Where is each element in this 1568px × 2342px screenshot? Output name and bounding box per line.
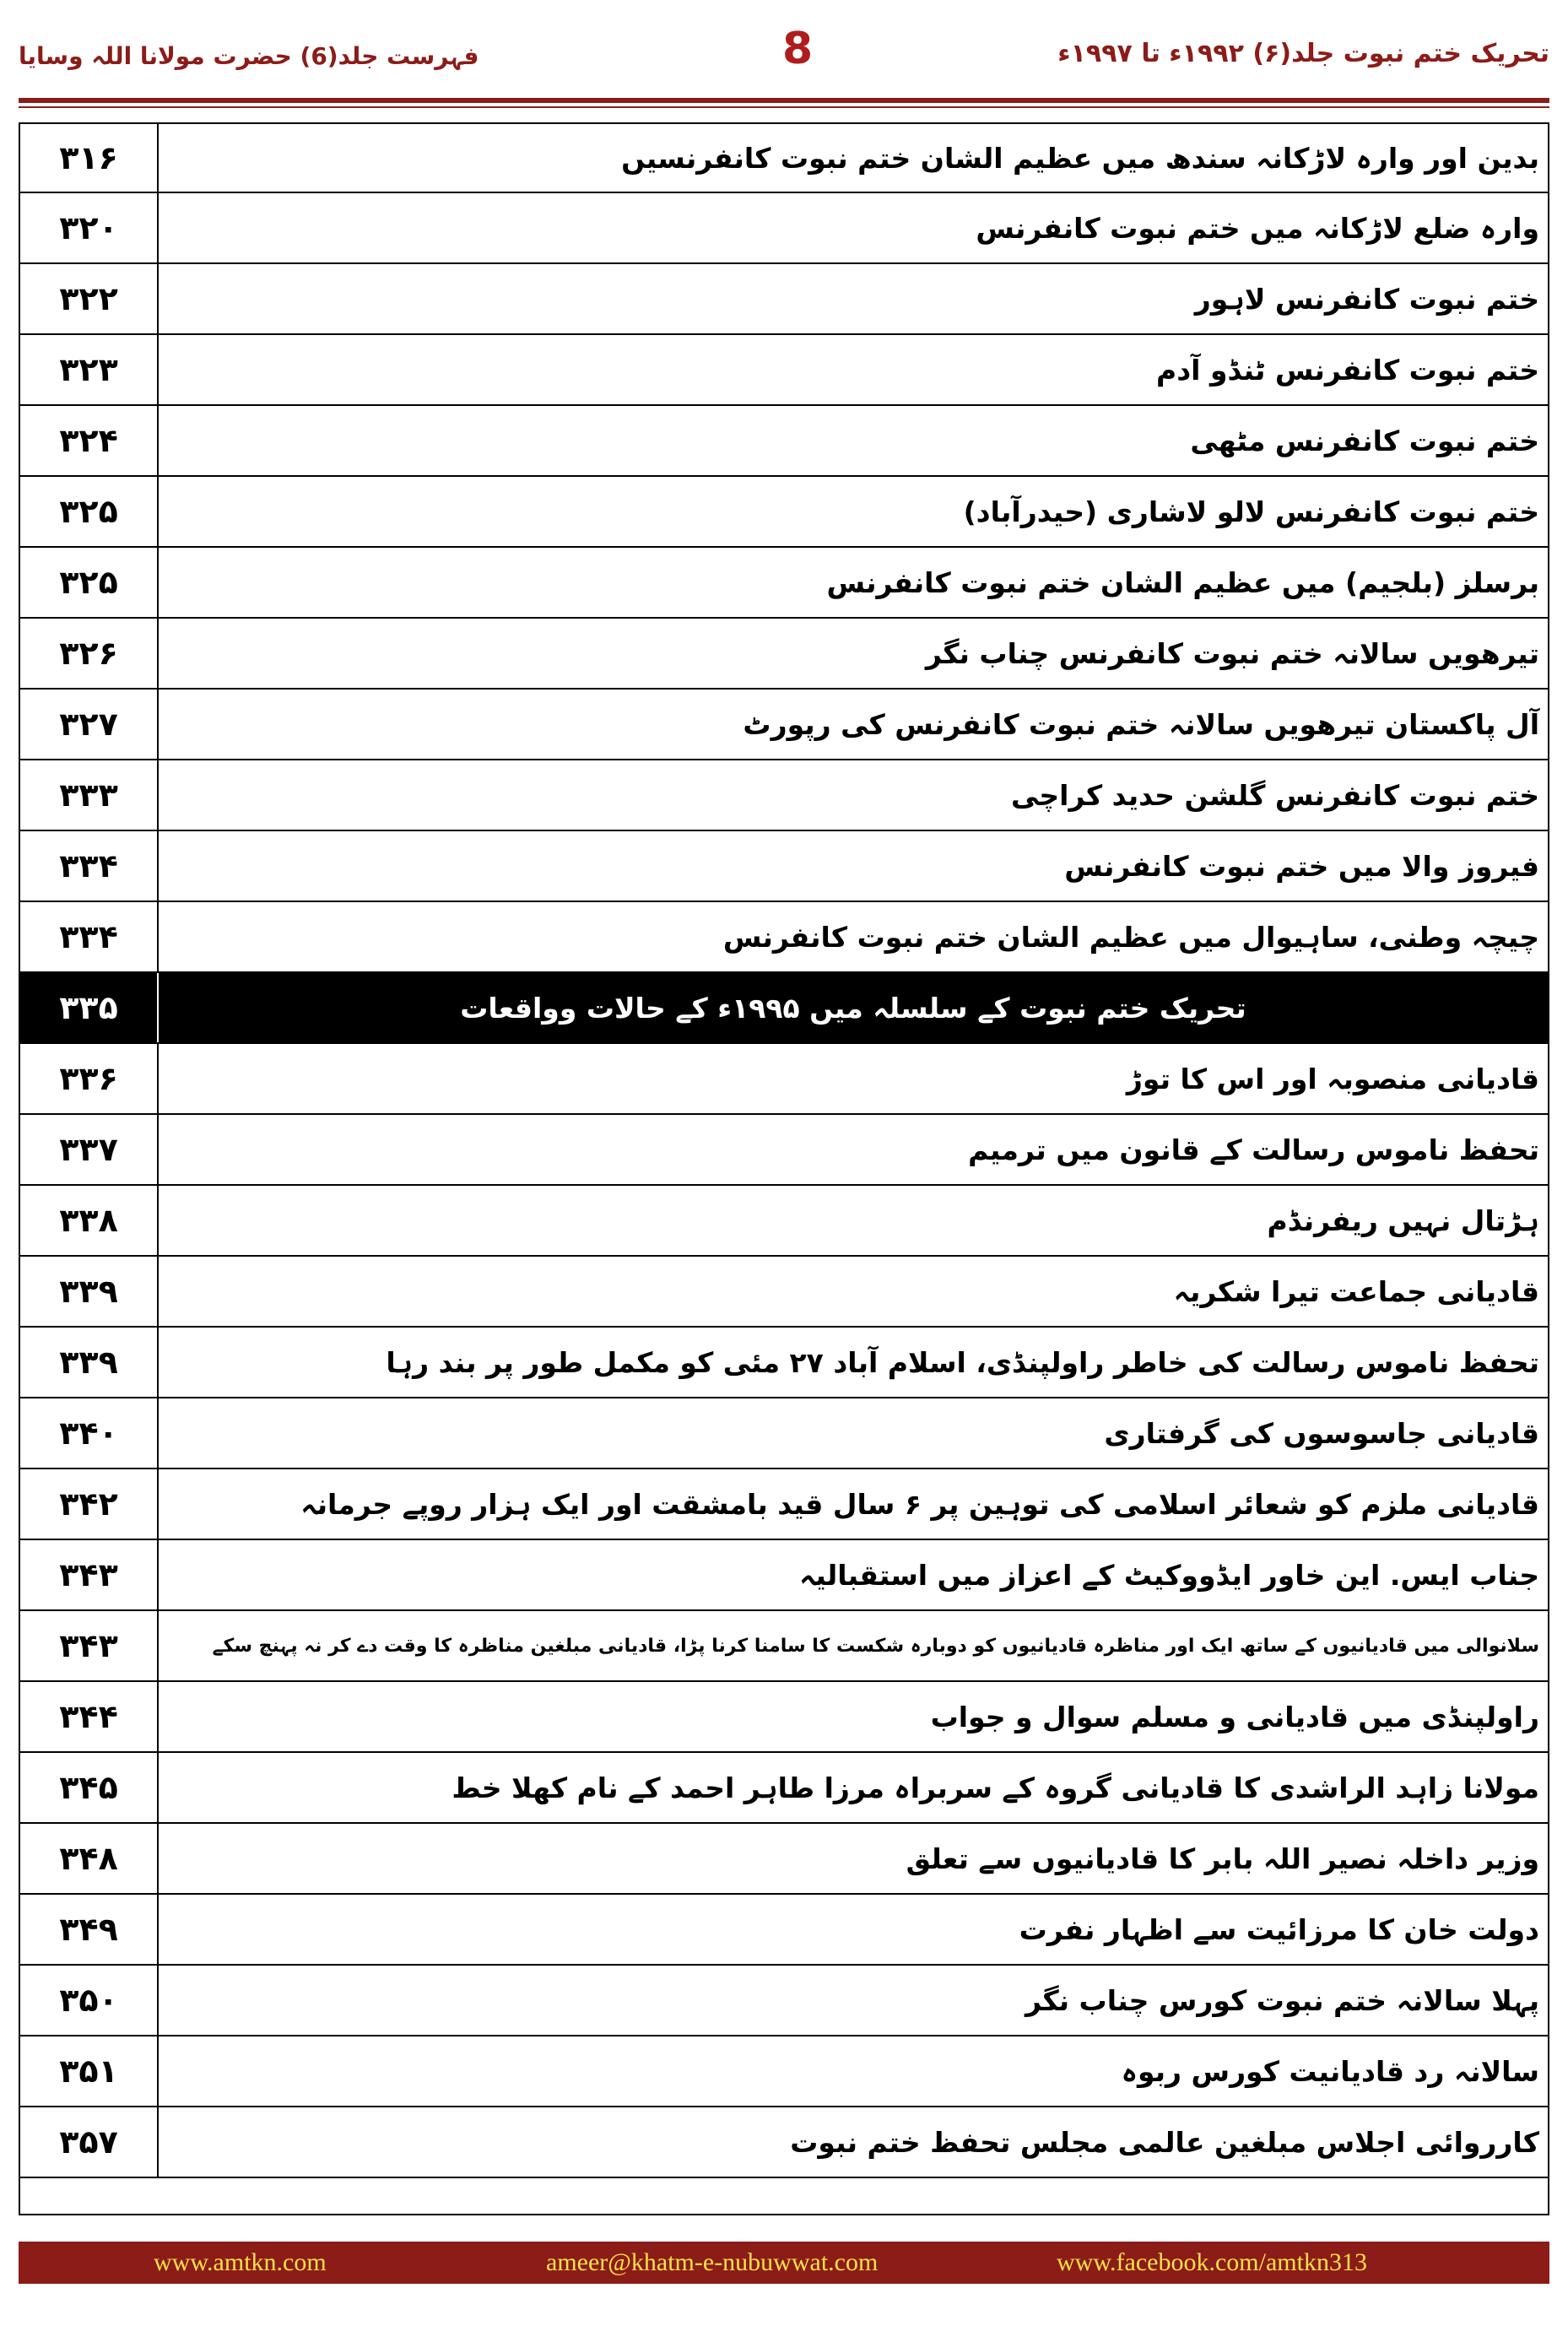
entry-title: قادیانی منصوبہ اور اس کا توڑ	[1126, 1062, 1539, 1095]
page-ref: ۳۳۴	[20, 902, 159, 971]
entry-title: بدین اور وارہ لاڑکانہ سندھ میں عظیم الشان ختم نبوت کانفرنسیں	[621, 141, 1539, 175]
toc-row	[20, 1611, 1548, 1682]
header-rule-thin	[19, 106, 1549, 108]
toc-row	[20, 831, 1548, 902]
page-ref: ۳۲۷	[20, 690, 159, 759]
page-ref: ۳۲۵	[20, 548, 159, 617]
entry-title: ختم نبوت کانفرنس گلشن حدید کراچی	[1010, 778, 1539, 812]
toc-row	[20, 264, 1548, 335]
entry-title: برسلز (بلجیم) میں عظیم الشان ختم نبوت کانفرنس	[826, 565, 1539, 599]
toc-row	[20, 1540, 1548, 1611]
entry-title: دولت خان کا مرزائیت سے اظہار نفرت	[1019, 1912, 1539, 1946]
page-ref: ۳۴۳	[20, 1611, 159, 1680]
page-ref: ۳۲۴	[20, 406, 159, 475]
page-ref: ۳۴۲	[20, 1469, 159, 1539]
entry-title: ختم نبوت کانفرنس لالو لاشاری (حیدرآباد)	[963, 495, 1539, 528]
page-ref: ۳۴۳	[20, 1540, 159, 1609]
entry-title: تحفظ ناموس رسالت کے قانون میں ترمیم	[968, 1133, 1539, 1166]
entry-title: قادیانی جاسوسوں کی گرفتاری	[1104, 1416, 1539, 1450]
header-rule-thick	[19, 98, 1549, 103]
toc-row	[20, 2107, 1548, 2178]
toc-row	[20, 1469, 1548, 1540]
page-ref: ۳۴۹	[20, 1895, 159, 1964]
entry-title: قادیانی ملزم کو شعائر اسلامی کی توہین پر ۶ سال قید بامشقت اور ایک ہزار روپے جرمانہ	[300, 1487, 1539, 1521]
page-ref: ۳۴۰	[20, 1398, 159, 1468]
toc-row	[20, 1398, 1548, 1469]
toc-row	[20, 548, 1548, 619]
page-ref: ۳۴۴	[20, 1682, 159, 1751]
entry-title: سلانوالی میں قادیانیوں کے ساتھ ایک اور مناظرہ قادیانیوں کو دوبارہ شکست کا سامنا کرنا پڑا، قادیانی مبلغین مناظرہ کا وقت دے کر نہ پہنچ سکے	[212, 1635, 1539, 1657]
page-footer	[19, 2242, 1549, 2284]
website-link[interactable]: www.amtkn.com	[154, 2248, 327, 2276]
book-title: تحریک ختم نبوت جلد(۶) ۱۹۹۲ء تا ۱۹۹۷ء	[1057, 39, 1549, 68]
toc-row	[20, 902, 1548, 973]
page-number: 8	[782, 24, 814, 74]
entry-title: پہلا سالانہ ختم نبوت کورس چناب نگر	[1025, 1983, 1539, 2017]
entry-title: ختم نبوت کانفرنس ٹنڈو آدم	[1156, 353, 1539, 387]
entry-title: وزیر داخلہ نصیر اللہ بابر کا قادیانیوں سے تعلق	[906, 1842, 1539, 1875]
page-ref: ۳۵۷	[20, 2107, 159, 2177]
entry-title: چیچہ وطنی، ساہیوال میں عظیم الشان ختم نبوت کانفرنس	[722, 920, 1539, 954]
index-label: فہرست جلد(6) حضرت مولانا اللہ وسایا	[19, 42, 479, 70]
toc-row	[20, 1115, 1548, 1186]
page-ref: ۳۳۴	[20, 831, 159, 901]
email-link[interactable]: ameer@khatm-e-nubuwwat.com	[546, 2248, 879, 2276]
page-ref: ۳۴۸	[20, 1824, 159, 1893]
entry-title: آل پاکستان تیرھویں سالانہ ختم نبوت کانفرنس کی رپورٹ	[743, 707, 1539, 741]
toc-row	[20, 335, 1548, 406]
page-ref: ۳۲۵	[20, 477, 159, 546]
entry-title: ختم نبوت کانفرنس لاہور	[1194, 282, 1539, 316]
toc-row	[20, 1044, 1548, 1115]
toc-row	[20, 1682, 1548, 1753]
entry-title: سالانہ رد قادیانیت کورس ربوہ	[1121, 2054, 1539, 2088]
page-ref: ۳۳۳	[20, 760, 159, 830]
page-ref: ۳۲۶	[20, 619, 159, 688]
page-ref: ۳۳۹	[20, 1328, 159, 1397]
page-ref: ۳۵۰	[20, 1966, 159, 2035]
entry-title: کارروائی اجلاس مبلغین عالمی مجلس تحفظ ختم نبوت	[790, 2125, 1539, 2159]
page-ref: ۳۳۹	[20, 1257, 159, 1326]
toc-row	[20, 760, 1548, 831]
toc-row	[20, 1895, 1548, 1966]
entry-title: ختم نبوت کانفرنس مٹھی	[1190, 424, 1539, 457]
toc-row	[20, 1186, 1548, 1257]
facebook-link[interactable]: www.facebook.com/amtkn313	[1057, 2248, 1367, 2276]
page-ref: ۳۲۰	[20, 193, 159, 262]
entry-title: تحفظ ناموس رسالت کی خاطر راولپنڈی، اسلام آباد ۲۷ مئی کو مکمل طور پر بند رہا	[386, 1345, 1539, 1379]
page-ref: ۳۳۷	[20, 1115, 159, 1184]
section-heading-row	[20, 973, 1548, 1044]
entry-title: وارہ ضلع لاڑکانہ میں ختم نبوت کانفرنس	[976, 211, 1539, 245]
entry-title: فیروز والا میں ختم نبوت کانفرنس	[1064, 849, 1539, 883]
page-ref: ۳۳۸	[20, 1186, 159, 1255]
entry-title: تیرھویں سالانہ ختم نبوت کانفرنس چناب نگر	[925, 636, 1539, 670]
section-title: تحریک ختم نبوت کے سلسلہ میں ۱۹۹۵ء کے حالات وواقعات	[460, 991, 1246, 1025]
entry-title: ہڑتال نہیں ریفرنڈم	[1267, 1203, 1539, 1237]
toc-row	[20, 1257, 1548, 1328]
page-ref: ۳۳۶	[20, 1044, 159, 1113]
page-ref: ۳۴۵	[20, 1753, 159, 1822]
entry-title: مولانا زاہد الراشدی کا قادیانی گروہ کے سربراہ مرزا طاہر احمد کے نام کھلا خط	[451, 1771, 1539, 1804]
page-ref: ۳۵۱	[20, 2036, 159, 2106]
toc-row	[20, 1824, 1548, 1895]
page-ref: ۳۱۶	[20, 124, 159, 192]
entry-title: جناب ایس. این خاور ایڈووکیٹ کے اعزاز میں استقبالیہ	[799, 1558, 1539, 1592]
entry-title: قادیانی جماعت تیرا شکریہ	[1173, 1274, 1539, 1308]
toc-row	[20, 193, 1548, 264]
page-ref: ۳۲۳	[20, 335, 159, 404]
toc-row	[20, 477, 1548, 548]
toc-row	[20, 690, 1548, 760]
page-header	[19, 24, 1549, 91]
toc-row	[20, 1966, 1548, 2036]
toc-row	[20, 406, 1548, 477]
toc-row	[20, 1753, 1548, 1824]
entry-title: راولپنڈی میں قادیانی و مسلم سوال و جواب	[930, 1700, 1539, 1734]
page-ref: ۳۲۲	[20, 264, 159, 333]
toc-row	[20, 1328, 1548, 1398]
page-ref: ۳۳۵	[20, 973, 159, 1042]
table-of-contents	[19, 122, 1549, 2215]
toc-row	[20, 619, 1548, 690]
toc-row	[20, 2036, 1548, 2107]
toc-row	[20, 122, 1548, 193]
